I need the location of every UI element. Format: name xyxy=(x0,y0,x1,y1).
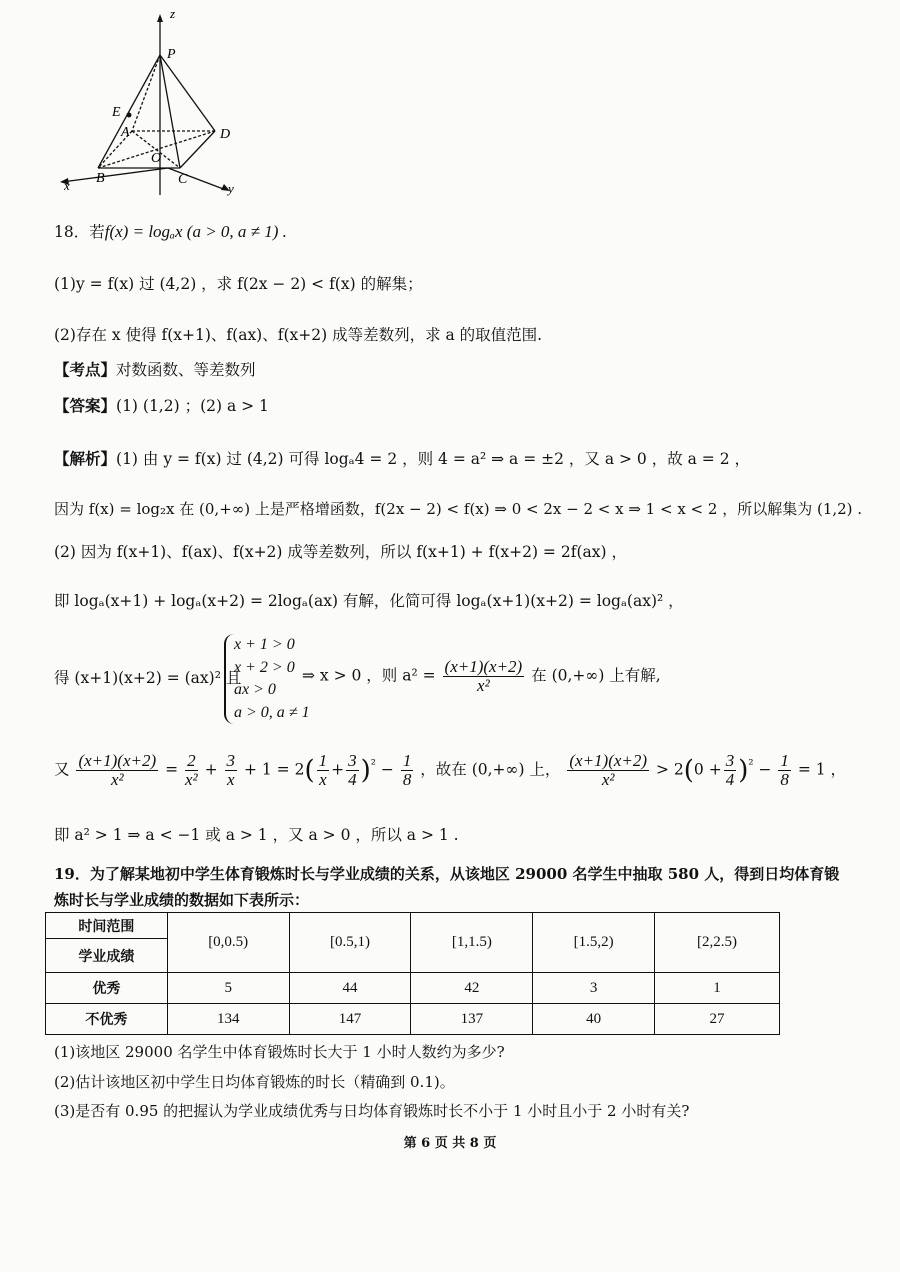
q18-number: 18． xyxy=(54,223,90,241)
label-A: A xyxy=(121,125,130,140)
q18-solution-1: 【解析】(1) 由 y = f(x) 过 (4,2) 可得 logₐ4 = 2 ，则 4 = a² ⇒ a = ±2 ，又 a > 0 ，故 a = 2 ， xyxy=(54,449,751,468)
q18-solution-5-post: ⇒ x > 0 ，则 a² = $\frac{(x+1)(x+2)}{\text{x²}}$ 在 (0,+∞) 上有解, xyxy=(302,657,661,695)
q18-kaodian: 【考点】对数函数、等差数列 xyxy=(54,360,256,379)
label-C: C xyxy=(178,172,188,187)
header-time-range: 时间范围 xyxy=(46,913,168,939)
table-row: 不优秀 134 147 137 40 27 xyxy=(46,1004,780,1035)
label-P: P xyxy=(167,47,176,62)
label-B: B xyxy=(96,171,105,186)
col-header: [0.5,1) xyxy=(289,913,411,973)
table-row: 优秀 5 44 42 3 1 xyxy=(46,973,780,1004)
x-axis xyxy=(62,168,168,182)
label-E: E xyxy=(112,105,121,120)
q18-definition: f(x) = logₐx (a > 0, a ≠ 1) . xyxy=(104,222,287,241)
col-header: [1.5,2) xyxy=(533,913,655,973)
header-grade: 学业成绩 xyxy=(46,939,168,973)
q18-answer: 【答案】(1) (1,2) ；(2) a > 1 xyxy=(54,396,269,415)
label-x: x xyxy=(64,178,70,193)
q18-stem: 18．若f(x) = logₐx (a > 0, a ≠ 1) . xyxy=(54,222,287,241)
col-header: [2,2.5) xyxy=(655,913,780,973)
label-O: O xyxy=(151,151,162,166)
q19-sub3: (3)是否有 0.95 的把握认为学业成绩优秀与日均体育锻炼时长不小于 1 小时且小于 2 小时有关? xyxy=(54,1102,690,1120)
q18-solution-5-pre: 得 (x+1)(x+2) = (ax)² 且 xyxy=(54,669,242,687)
page-footer: 第 6 页 共 8 页 xyxy=(403,1136,497,1151)
label-y: y xyxy=(228,181,234,196)
q18-solution-4: 即 logₐ(x+1) + logₐ(x+2) = 2logₐ(ax) 有解，化简可得 logₐ(x+1)(x+2) = logₐ(ax)² ， xyxy=(54,592,684,610)
q18-part2: (2)存在 x 使得 f(x+1)、f(ax)、f(x+2) 成等差数列，求 a 的取值范围. xyxy=(54,326,543,344)
col-header: [0,0.5) xyxy=(167,913,289,973)
q19-sub1: (1)该地区 29000 名学生中体育锻炼时长大于 1 小时人数约为多少? xyxy=(54,1043,505,1061)
q18-solution-7: 即 a² > 1 ⇒ a < −1 或 a > 1 ，又 a > 0 ，所以 a > 1 . xyxy=(54,826,459,844)
q19-stem-line1: 19．为了解某地初中学生体育锻炼时长与学业成绩的关系，从该地区 29000 名学生中抽取 580 人，得到日均体育锻 xyxy=(54,865,840,883)
label-z: z xyxy=(170,6,176,21)
q19-sub2: (2)估计该地区初中学生日均体育锻炼的时长（精确到 0.1)。 xyxy=(54,1073,455,1091)
q18-solution-6: 又 $\frac{(x+1)(x+2)}{\text{x²}}$ = $\frac{2}{\text{x²}}$ + $\frac{3}{x}$ + 1 = 2( $\frac{1}{x}$ + $\frac{3}{4}$ )$^{^2}$ − $\frac{1}{8}$ ，故在 (0,+∞) 上， $\frac{(x+1)(x+2)}{\text{x²}}$ > 2(0 + $\frac{3}{4}$ )$^{^2}$ − $\frac{1}{8}$ = 1 ， xyxy=(54,751,847,789)
y-axis xyxy=(168,168,226,190)
q18-part1: (1)y = f(x) 过 (4,2) ，求 f(2x − 2) < f(x) 的解集； xyxy=(54,275,423,293)
q18-solution-3: (2) 因为 f(x+1)、f(ax)、f(x+2) 成等差数列，所以 f(x+1) + f(x+2) = 2f(ax) ， xyxy=(54,543,627,561)
q19-stem-line2: 炼时长与学业成绩的数据如下表所示： xyxy=(54,891,310,909)
col-header: [1,1.5) xyxy=(411,913,533,973)
data-table xyxy=(45,912,780,1035)
label-D: D xyxy=(220,127,231,142)
condition-system: x + 1 > 0 x + 2 > 0 ax > 0 a > 0, a ≠ 1 xyxy=(224,634,310,724)
pyramid-figure xyxy=(50,0,250,200)
q18-solution-2: 因为 f(x) = log₂x 在 (0,+∞) 上是严格增函数，f(2x − 2) < f(x) ⇒ 0 < 2x − 2 < x ⇒ 1 < x < 2 ，所以解集为 (1,2) . xyxy=(54,500,863,518)
